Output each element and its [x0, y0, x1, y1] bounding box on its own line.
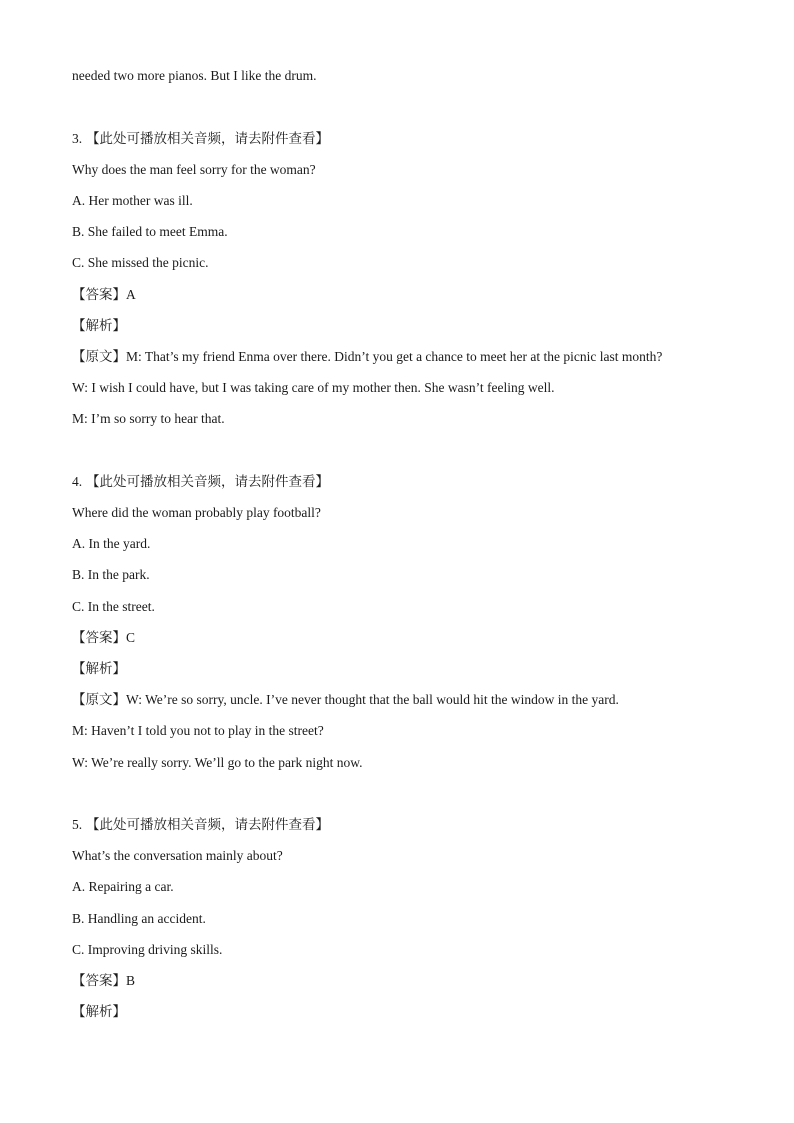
transcript-line: W: We’re so sorry, uncle. I’ve never thought that the ball would hit the window in the yard. — [126, 692, 619, 707]
question-4-answer — [72, 629, 135, 647]
answer-label: 【答案】 — [72, 287, 126, 303]
question-3-answer — [72, 286, 136, 304]
question-3-header — [72, 130, 329, 148]
question-4-transcript-1 — [72, 691, 619, 709]
answer-value: A — [126, 287, 136, 302]
question-3-transcript-2: W: I wish I could have, but I was taking care of my mother then. She wasn’t feeling well. — [72, 380, 555, 395]
question-3-option-a: A. Her mother was ill. — [72, 193, 193, 208]
question-4-header — [72, 473, 329, 491]
continuation-text: needed two more pianos. But I like the drum. — [72, 68, 317, 83]
transcript-label: 【原文】 — [72, 349, 126, 365]
question-5-answer — [72, 972, 135, 990]
answer-value: B — [126, 973, 136, 988]
audio-note[interactable]: 【此处可播放相关音频，请去附件查看】 — [86, 131, 329, 147]
question-number: 4. — [72, 474, 83, 489]
question-3-analysis-label: 【解析】 — [72, 318, 126, 334]
question-3-transcript-3: M: I’m so sorry to hear that. — [72, 411, 225, 426]
question-number: 3. — [72, 131, 83, 146]
question-5-option-b: B. Handling an accident. — [72, 911, 206, 926]
question-3-transcript-1 — [72, 348, 662, 366]
audio-note[interactable]: 【此处可播放相关音频，请去附件查看】 — [86, 474, 329, 490]
question-4-analysis-label: 【解析】 — [72, 661, 126, 677]
answer-label: 【答案】 — [72, 973, 126, 989]
question-4-option-c: C. In the street. — [72, 599, 155, 614]
question-4-transcript-3: W: We’re really sorry. We’ll go to the park night now. — [72, 755, 363, 770]
question-3-prompt: Why does the man feel sorry for the woman? — [72, 162, 316, 177]
question-4-transcript-2: M: Haven’t I told you not to play in the street? — [72, 723, 324, 738]
question-3-option-b: B. She failed to meet Emma. — [72, 224, 228, 239]
question-5-analysis-label: 【解析】 — [72, 1004, 126, 1020]
answer-value: C — [126, 630, 136, 645]
question-5-prompt: What’s the conversation mainly about? — [72, 848, 283, 863]
question-5-option-c: C. Improving driving skills. — [72, 942, 223, 957]
question-4-option-a: A. In the yard. — [72, 536, 151, 551]
audio-note[interactable]: 【此处可播放相关音频，请去附件查看】 — [86, 817, 329, 833]
question-4-option-b: B. In the park. — [72, 567, 150, 582]
answer-label: 【答案】 — [72, 630, 126, 646]
question-number: 5. — [72, 817, 83, 832]
question-4-prompt: Where did the woman probably play football? — [72, 505, 321, 520]
question-5-option-a: A. Repairing a car. — [72, 879, 174, 894]
transcript-line: M: That’s my friend Enma over there. Didn’t you get a chance to meet her at the picnic last month? — [126, 349, 663, 364]
question-3-option-c: C. She missed the picnic. — [72, 255, 209, 270]
question-5-header — [72, 816, 329, 834]
transcript-label: 【原文】 — [72, 692, 126, 708]
